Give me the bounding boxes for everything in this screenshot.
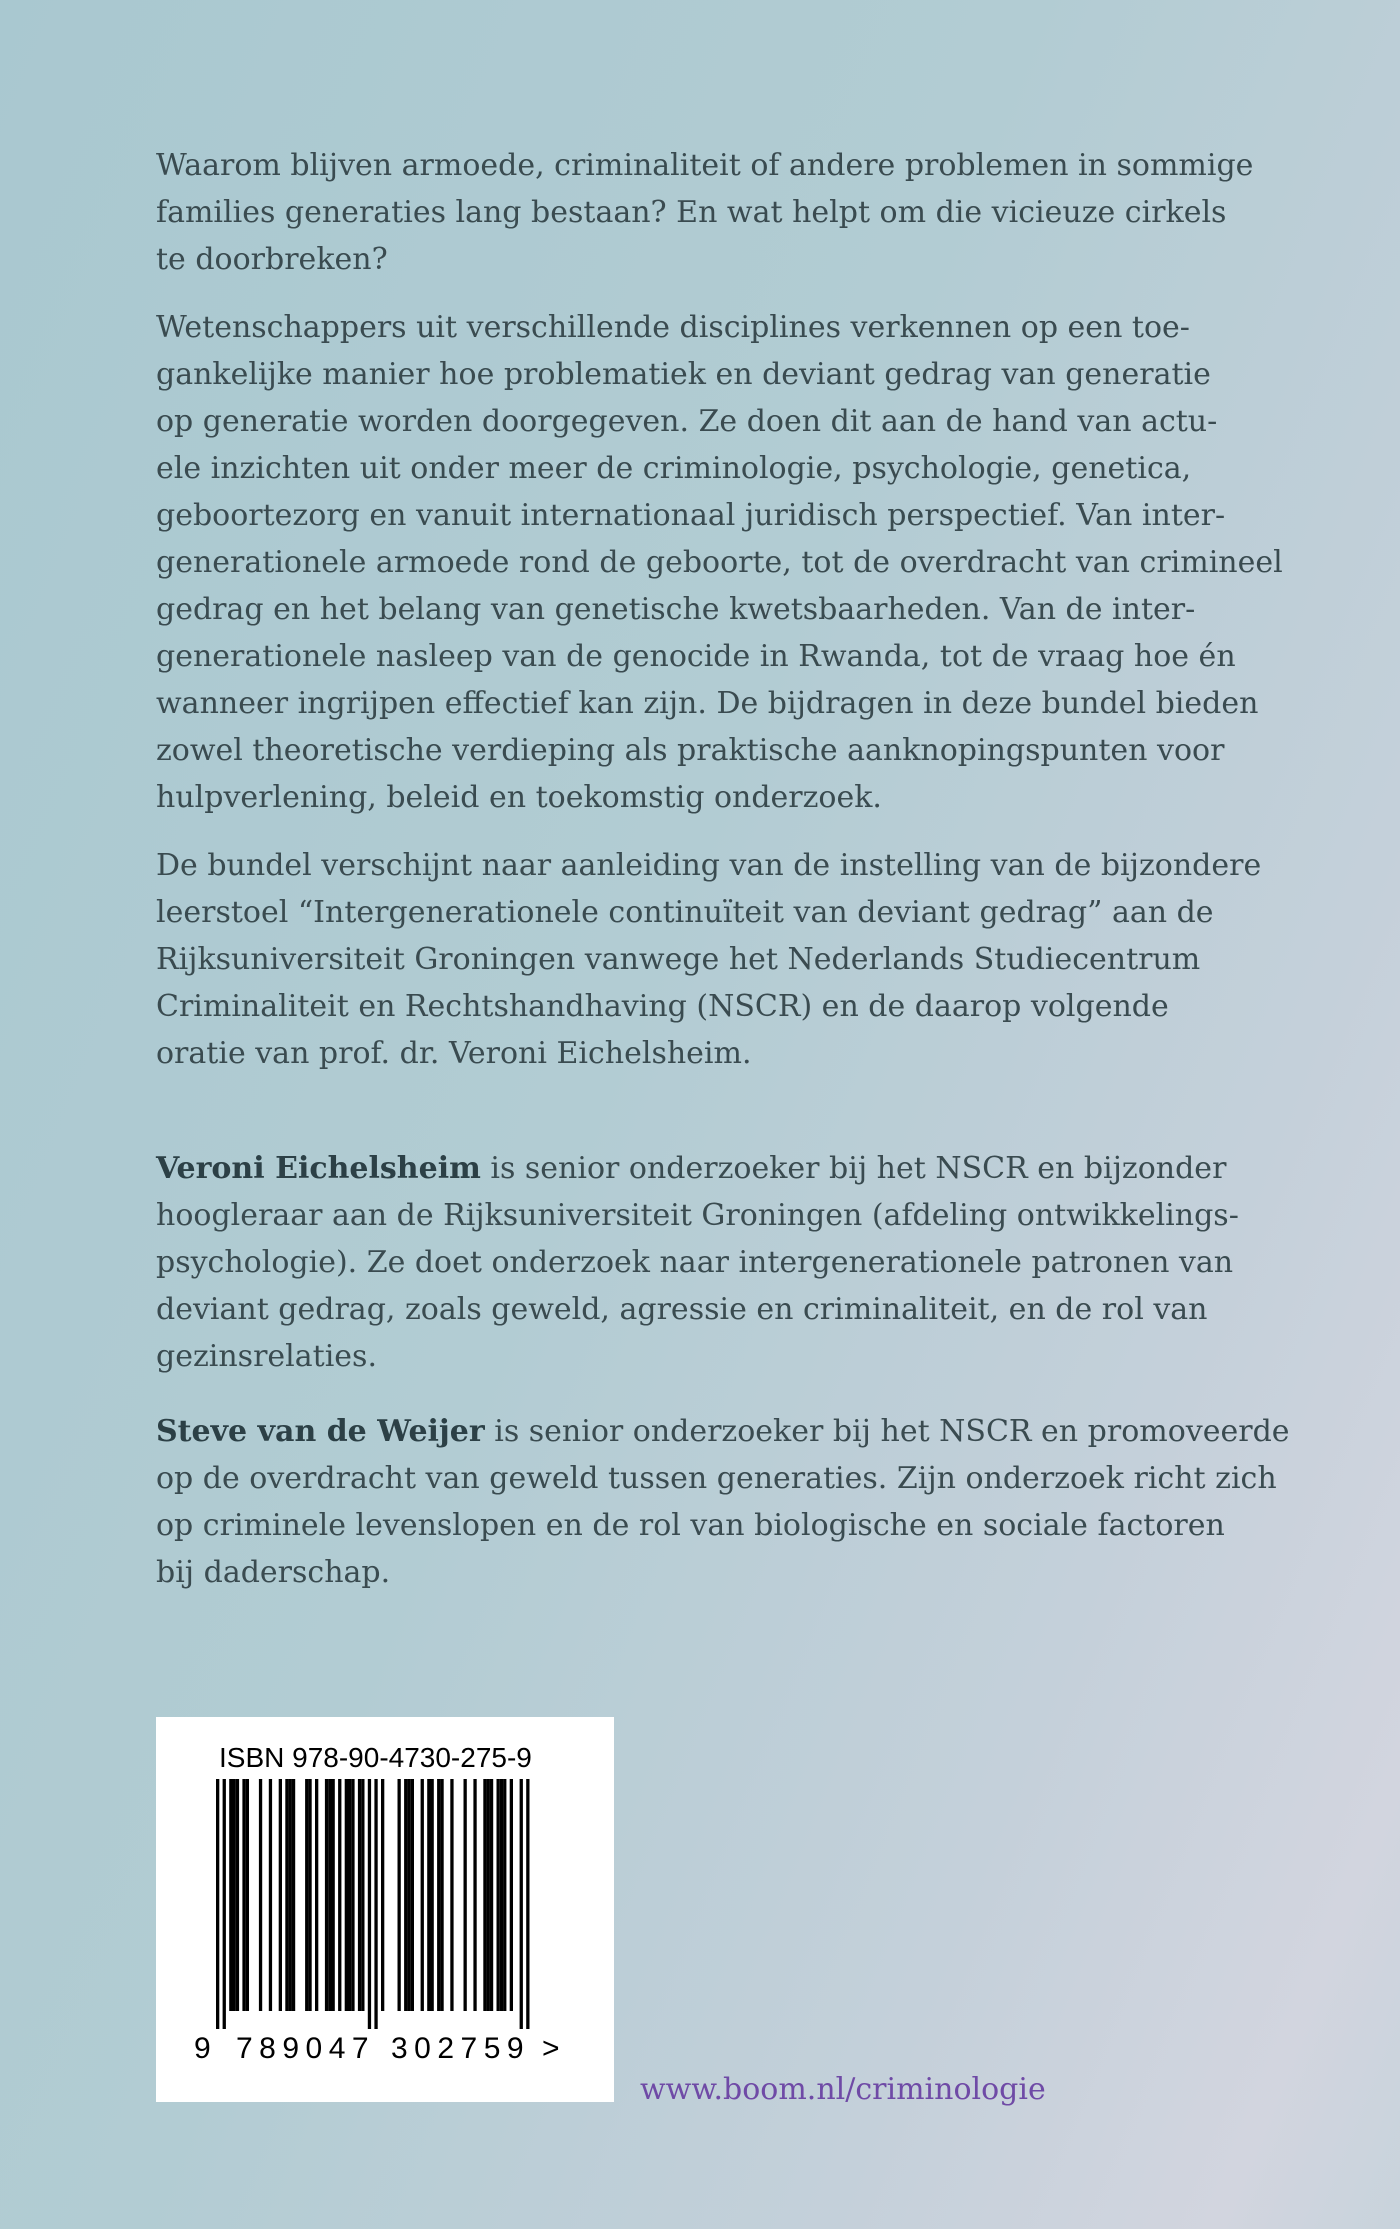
barcode-bar <box>473 1779 476 2011</box>
barcode-bar <box>421 1779 424 2011</box>
barcode-bar <box>242 1779 245 2011</box>
isbn-barcode <box>156 1717 614 2102</box>
occasion-line: Rijksuniversiteit Groningen vanwege het Nederlands Studiecentrum <box>156 942 1201 977</box>
barcode-bar <box>229 1779 232 2011</box>
barcode-bar <box>361 1779 364 2011</box>
barcode-bar <box>407 1779 410 2011</box>
bio-line: bij daderschap. <box>156 1555 391 1590</box>
occasion-line: leerstoel “Intergenerationele continuïteit van deviant gedrag” aan de <box>156 895 1214 930</box>
barcode-bar <box>381 1779 384 2011</box>
barcode-bar <box>500 1779 503 2011</box>
barcode-bar <box>216 1779 219 2029</box>
barcode-bar <box>246 1779 249 2011</box>
description-paragraph <box>156 304 1283 821</box>
description-line: gankelijke manier hoe problematiek en deviant gedrag van generatie <box>156 357 1211 392</box>
barcode-bar <box>289 1779 292 2011</box>
intro-paragraph <box>156 142 1276 283</box>
barcode-bar <box>431 1779 434 2011</box>
occasion-paragraph <box>156 842 1276 1077</box>
barcode-bar <box>497 1779 500 2011</box>
barcode-bar <box>269 1779 272 2011</box>
author-bio-eichelsheim <box>156 1145 1276 1380</box>
barcode-bar <box>490 1779 493 2011</box>
author-bio-weijer <box>156 1408 1290 1596</box>
back-cover-text <box>156 142 1290 1596</box>
description-line: hulpverlening, beleid en toekomstig onderzoek. <box>156 780 882 815</box>
barcode-left-group: 789047 <box>236 2032 376 2065</box>
bio-text: is senior onderzoeker bij het NSCR en promoveerde <box>484 1414 1290 1449</box>
barcode-end-mark: > <box>542 2032 560 2065</box>
barcode-bars <box>216 1779 556 2029</box>
occasion-line: De bundel verschijnt naar aanleiding van de instelling van de bijzondere <box>156 848 1262 883</box>
barcode-bar <box>223 1779 226 2029</box>
description-line: generationele nasleep van de genocide in Rwanda, tot de vraag hoe én <box>156 639 1236 674</box>
barcode-bar <box>348 1779 351 2011</box>
description-line: gedrag en het belang van genetische kwetsbaarheden. Van de inter- <box>156 592 1196 627</box>
intro-line: te doorbreken? <box>156 242 388 277</box>
barcode-bar <box>510 1779 513 2011</box>
bio-line: psychologie). Ze doet onderzoek naar intergenerationele patronen van <box>156 1245 1234 1280</box>
publisher-website-link[interactable]: www.boom.nl/criminologie <box>640 2072 1046 2107</box>
barcode-first-digit: 9 <box>194 2032 211 2065</box>
barcode-bar <box>440 1779 443 2011</box>
barcode-bar <box>487 1779 490 2011</box>
barcode-bar <box>338 1779 341 2011</box>
bio-line: op criminele levenslopen en de rol van biologische en sociale factoren <box>156 1508 1225 1543</box>
barcode-bar <box>292 1779 295 2011</box>
bio-line: op de overdracht van geweld tussen generaties. Zijn onderzoek richt zich <box>156 1461 1277 1496</box>
barcode-bar <box>236 1779 239 2011</box>
barcode-bar <box>398 1779 401 2011</box>
barcode-bar <box>368 1779 371 2029</box>
description-line: generationele armoede rond de geboorte, tot de overdracht van crimineel <box>156 545 1283 580</box>
barcode-bar <box>285 1779 288 2011</box>
barcode-bar <box>450 1779 453 2011</box>
barcode-bar <box>404 1779 407 2011</box>
barcode-bar <box>464 1779 467 2011</box>
barcode-bar <box>315 1779 318 2011</box>
description-line: op generatie worden doorgegeven. Ze doen dit aan de hand van actu- <box>156 404 1218 439</box>
barcode-bar <box>483 1779 486 2011</box>
barcode-bar <box>233 1779 236 2011</box>
description-line: geboortezorg en vanuit internationaal juridisch perspectief. Van inter- <box>156 498 1226 533</box>
barcode-bar <box>325 1779 328 2011</box>
barcode-bar <box>374 1779 377 2029</box>
intro-line: families generaties lang bestaan? En wat helpt om die vicieuze cirkels <box>156 195 1227 230</box>
barcode-bar <box>503 1779 506 2011</box>
author-name: Steve van de Weijer <box>156 1414 485 1449</box>
barcode-bar <box>351 1779 354 2011</box>
barcode-bar <box>259 1779 262 2011</box>
barcode-bar <box>520 1779 523 2029</box>
bio-line: hoogleraar aan de Rijksuniversiteit Groningen (afdeling ontwikkelings- <box>156 1198 1239 1233</box>
bio-line: gezinsrelaties. <box>156 1339 377 1374</box>
bio-first-line <box>156 1408 1290 1455</box>
barcode-bar <box>427 1779 430 2011</box>
intro-line: Waarom blijven armoede, criminaliteit of andere problemen in sommige <box>156 148 1254 183</box>
description-line: ele inzichten uit onder meer de criminologie, psychologie, genetica, <box>156 451 1192 486</box>
bio-text: is senior onderzoeker bij het NSCR en bijzonder <box>480 1151 1227 1186</box>
barcode-bar <box>279 1779 282 2011</box>
description-line: zowel theoretische verdieping als praktische aanknopingspunten voor <box>156 733 1225 768</box>
occasion-line: Criminaliteit en Rechtshandhaving (NSCR) en de daarop volgende <box>156 989 1169 1024</box>
bio-first-line <box>156 1145 1276 1192</box>
barcode-bar <box>358 1779 361 2011</box>
barcode-bar <box>437 1779 440 2011</box>
isbn-label: ISBN 978-90-4730-275-9 <box>219 1742 532 1773</box>
barcode-bar <box>308 1779 311 2011</box>
barcode-bar <box>332 1779 335 2011</box>
barcode-bar <box>411 1779 414 2011</box>
description-line: Wetenschappers uit verschillende disciplines verkennen op een toe- <box>156 310 1190 345</box>
barcode-bar <box>345 1779 348 2011</box>
barcode-right-group: 302759 <box>391 2032 531 2065</box>
author-name: Veroni Eichelsheim <box>156 1151 481 1186</box>
barcode-bar <box>305 1779 308 2011</box>
description-line: wanneer ingrijpen effectief kan zijn. De bijdragen in deze bundel bieden <box>156 686 1259 721</box>
bio-line: deviant gedrag, zoals geweld, agressie en criminaliteit, en de rol van <box>156 1292 1208 1327</box>
barcode-bar <box>526 1779 529 2029</box>
barcode-bar <box>328 1779 331 2011</box>
occasion-line: oratie van prof. dr. Veroni Eichelsheim. <box>156 1036 752 1071</box>
